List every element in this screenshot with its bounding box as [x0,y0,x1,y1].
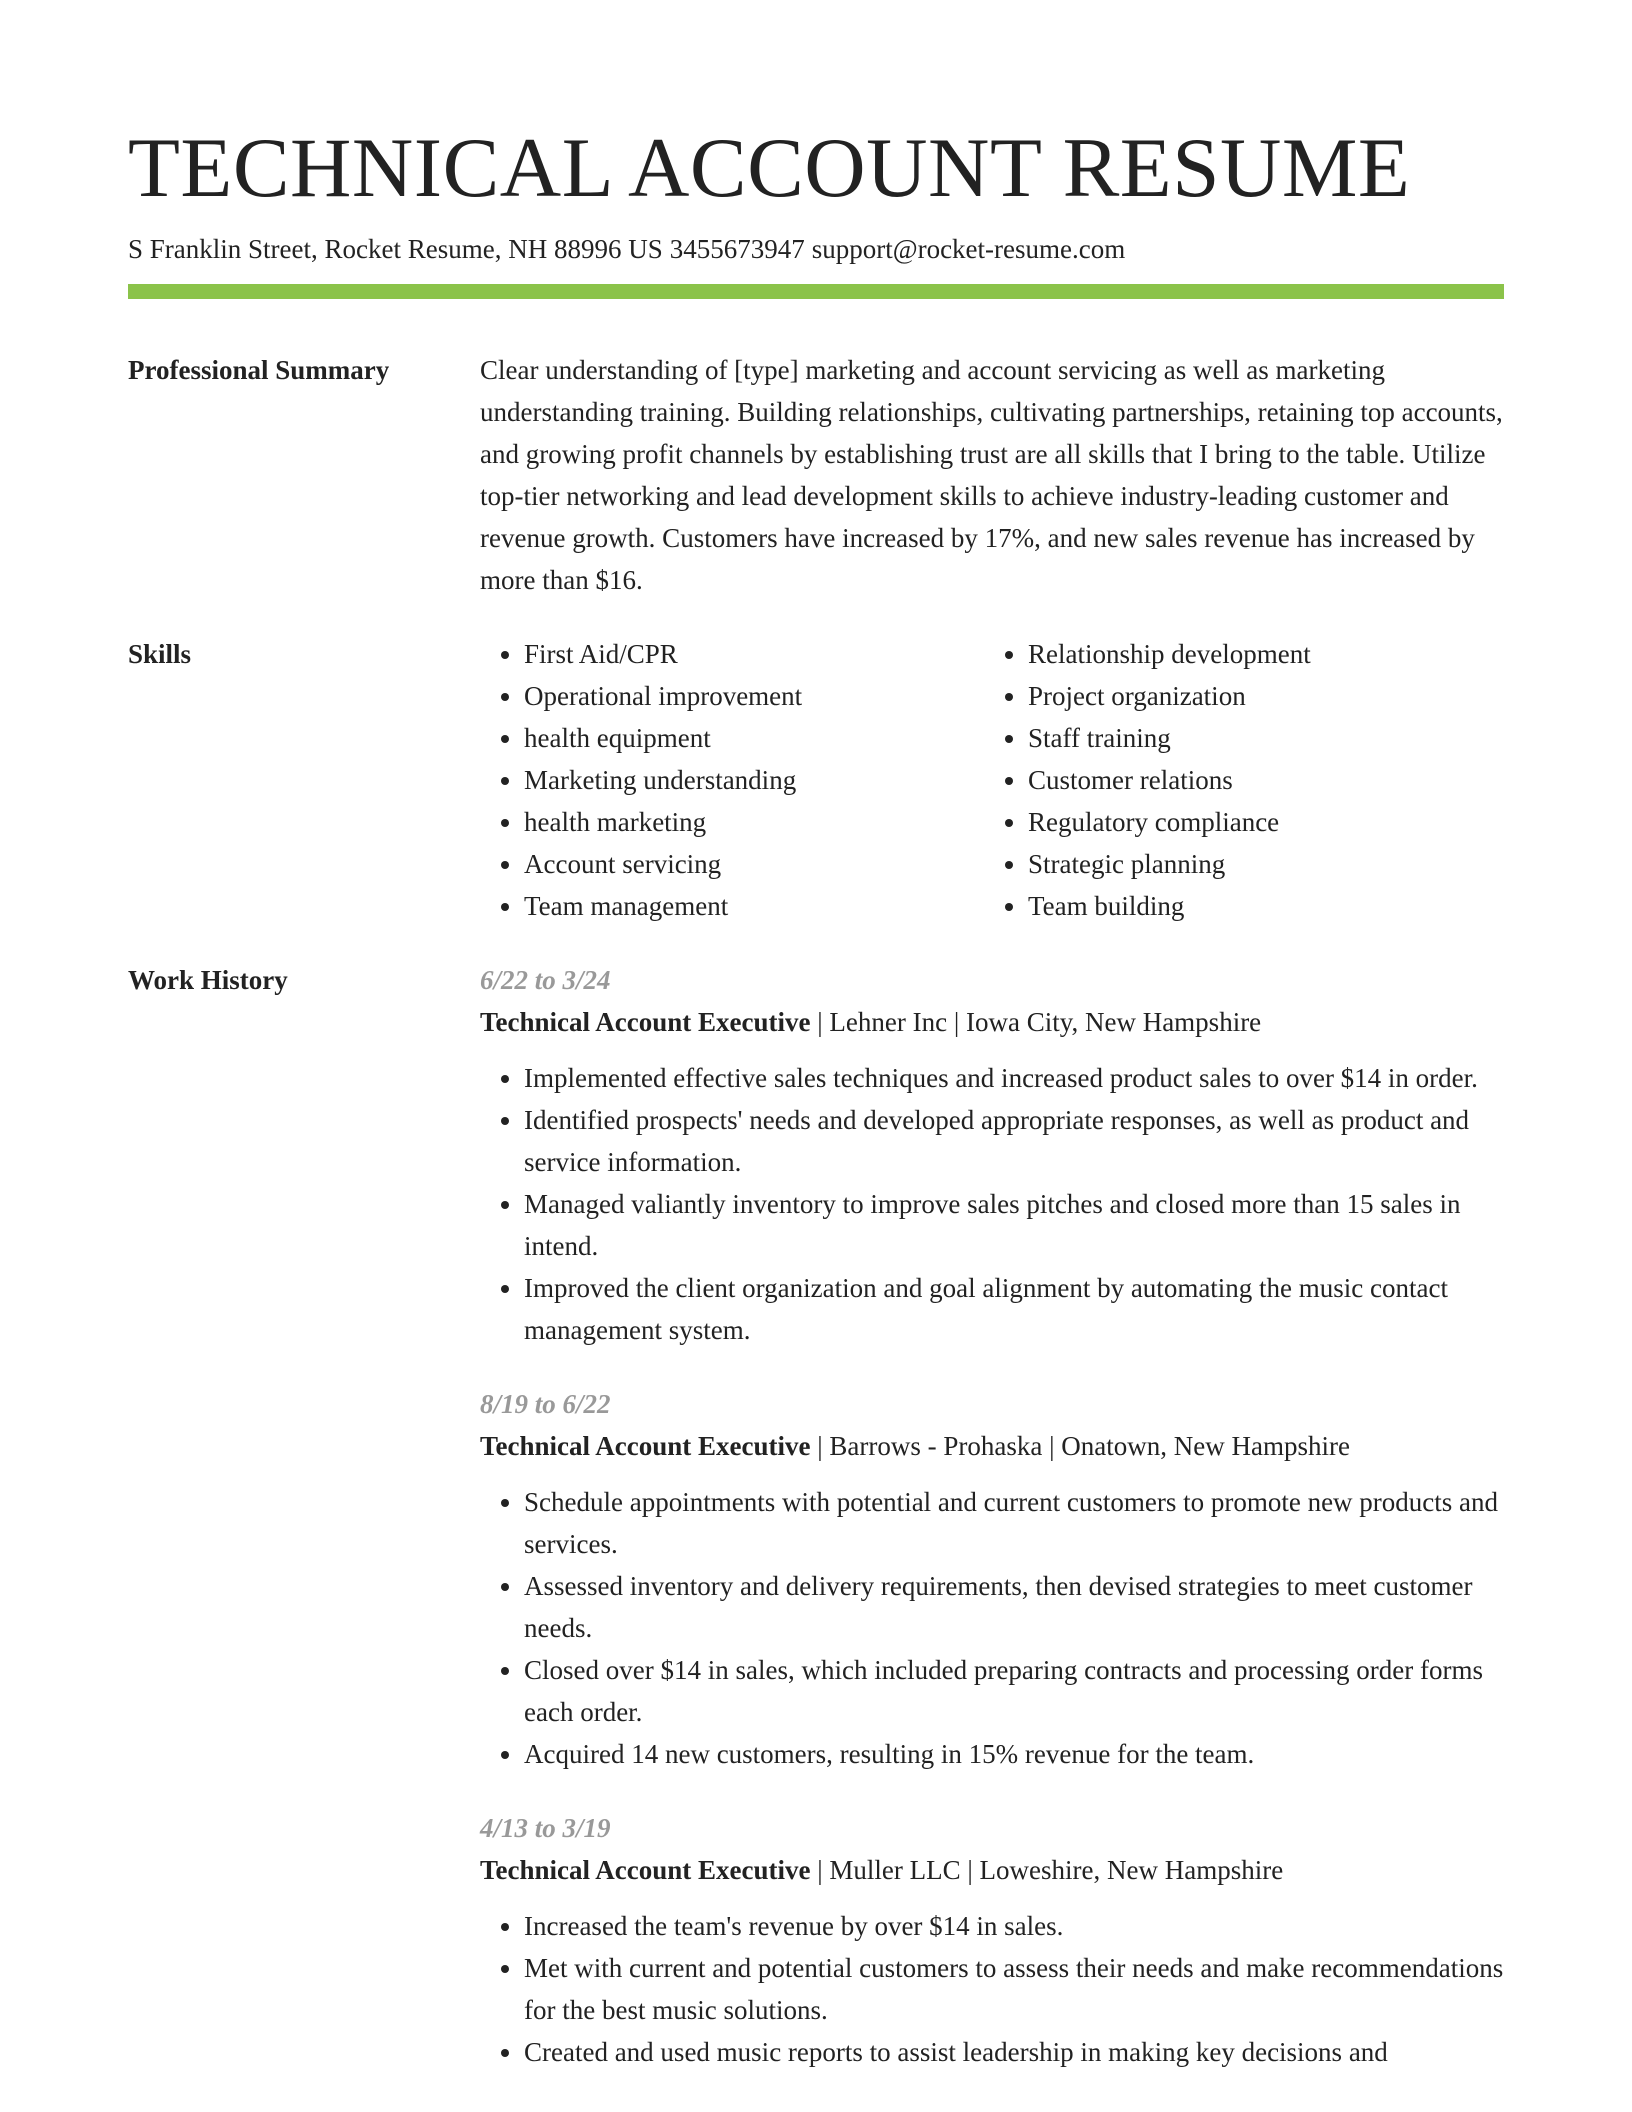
skill-item: • Customer relations [1028,759,1488,801]
job-bullet: • Schedule appointments with potential and current customers to promote new products and services. [524,1481,1504,1565]
skill-item: • health equipment [524,717,984,759]
skill-item: • Operational improvement [524,675,984,717]
skill-item: • Project organization [1028,675,1488,717]
job-bullet: • Identified prospects' needs and developed appropriate responses, as well as product and service information. [524,1099,1504,1183]
skills-grid [480,633,1504,927]
header-divider [128,284,1504,299]
skill-item: • Team management [524,885,984,927]
job-bullet: • Closed over $14 in sales, which included preparing contracts and processing order forms each order. [524,1649,1504,1733]
job-entry [480,959,1504,1351]
job-details: | Lehner Inc | Iowa City, New Hampshire [810,1007,1262,1037]
resume-page [128,0,1504,2073]
skill-item: • Marketing understanding [524,759,984,801]
job-bullet: • Acquired 14 new customers, resulting in 15% revenue for the team. [524,1733,1504,1775]
section-heading-skills: Skills [128,639,192,669]
contact-phone: 3455673947 [669,234,805,264]
job-dates: 6/22 to 3/24 [480,965,611,995]
job-bullet: • Increased the team's revenue by over $14 in sales. [524,1905,1504,1947]
skill-item: • Regulatory compliance [1028,801,1488,843]
skills-column-right [984,633,1488,927]
job-bullet: • Implemented effective sales techniques and increased product sales to over $14 in order. [524,1057,1504,1099]
job-entry [480,1383,1504,1775]
job-bullet: • Improved the client organization and goal alignment by automating the music contact management system. [524,1267,1504,1351]
job-bullets [480,1481,1504,1775]
skill-item: • Relationship development [1028,633,1488,675]
skill-item: • Account servicing [524,843,984,885]
job-title: Technical Account Executive [480,1007,811,1037]
skills-column-left [480,633,984,927]
job-heading [480,1849,1504,1891]
job-dates: 8/19 to 6/22 [480,1389,611,1419]
resume-title: TECHNICAL ACCOUNT RESUME [128,121,1411,215]
summary-text: Clear understanding of [type] marketing and account servicing as well as marketing understanding training. Building relationships, cultivating partnerships, retaining top accounts, and growing profit channels by establishing trust are all skills that I bring to the table. Utilize top-tier networking and lead development skills to achieve industry-leading customer and revenue growth. Customers have increased by 17%, and new sales revenue has increased by more than $16. [480,355,1503,595]
skill-item: • Staff training [1028,717,1488,759]
skill-item: • Team building [1028,885,1488,927]
job-bullet: • Met with current and potential customers to assess their needs and make recommendations for the best music solutions. [524,1947,1504,2031]
job-bullets [480,1057,1504,1351]
job-title: Technical Account Executive [480,1855,811,1885]
job-bullet: • Assessed inventory and delivery requirements, then devised strategies to meet customer needs. [524,1565,1504,1649]
job-entry [480,1807,1504,2073]
skill-item: • First Aid/CPR [524,633,984,675]
work-entries [480,959,1504,2073]
contact-line [128,232,1504,266]
job-bullets [480,1905,1504,2073]
job-title: Technical Account Executive [480,1431,811,1461]
job-heading [480,1425,1504,1467]
skill-item: • health marketing [524,801,984,843]
section-work-history [128,959,1504,2073]
contact-address: S Franklin Street, Rocket Resume, NH 88996 US [128,234,663,264]
job-dates: 4/13 to 3/19 [480,1813,611,1843]
section-heading-summary: Professional Summary [128,355,390,385]
skill-item: • Strategic planning [1028,843,1488,885]
job-bullet: • Managed valiantly inventory to improve sales pitches and closed more than 15 sales in intend. [524,1183,1504,1267]
job-details: | Barrows - Prohaska | Onatown, New Hampshire [810,1431,1350,1461]
job-bullet: • Created and used music reports to assist leadership in making key decisions and [524,2031,1504,2073]
section-heading-work: Work History [128,965,288,995]
job-details: | Muller LLC | Loweshire, New Hampshire [810,1855,1284,1885]
job-heading [480,1001,1504,1043]
section-skills [128,633,1504,927]
contact-email: support@rocket-resume.com [811,234,1126,264]
section-professional-summary [128,349,1504,601]
